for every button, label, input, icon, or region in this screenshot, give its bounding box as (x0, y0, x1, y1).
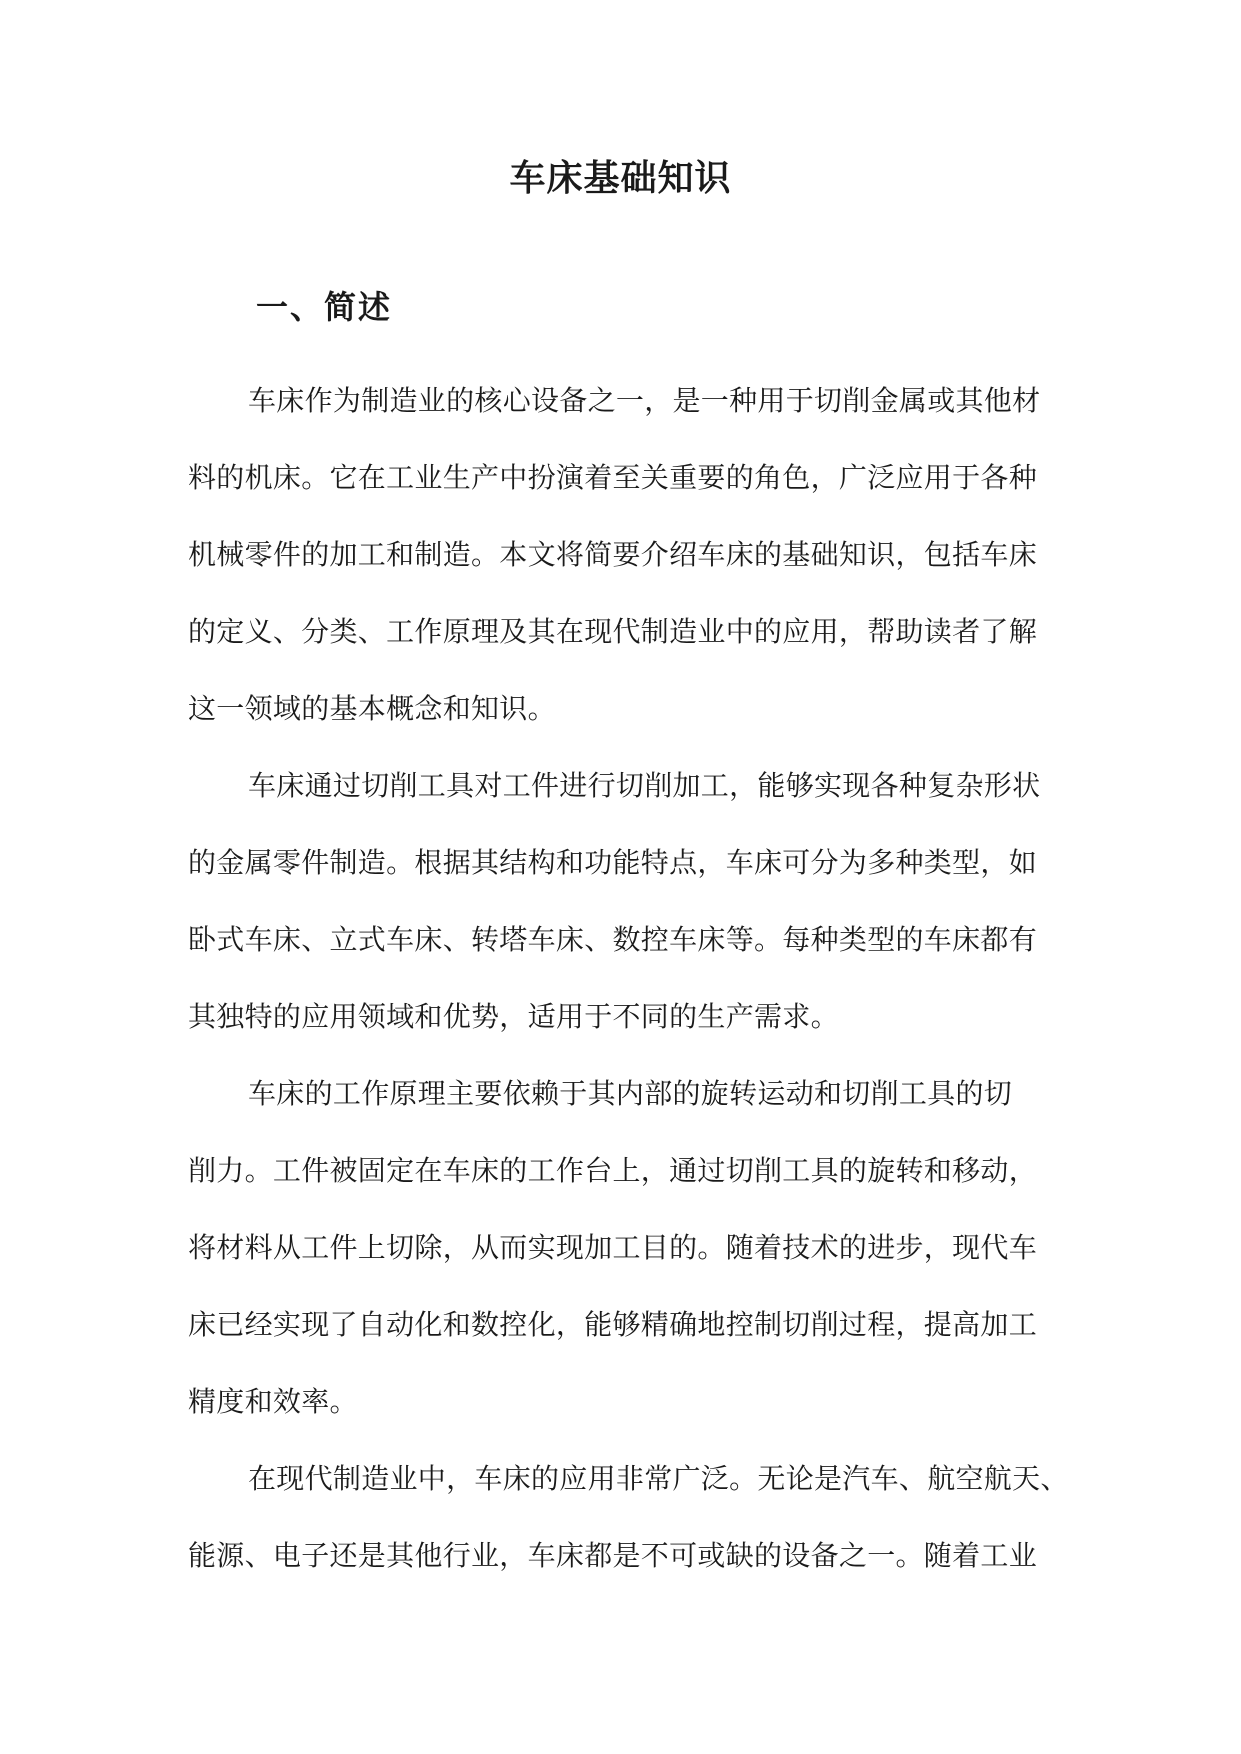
text-line: 能源、电子还是其他行业，车床都是不可或缺的设备之一。随着工业 (188, 1539, 1038, 1572)
text-line: 卧式车床、立式车床、转塔车床、数控车床等。每种类型的车床都有 (188, 923, 1038, 956)
text-line: 机械零件的加工和制造。本文将简要介绍车床的基础知识，包括车床 (188, 538, 1038, 571)
text-line: 床已经实现了自动化和数控化，能够精确地控制切削过程，提高加工 (188, 1308, 1038, 1341)
paragraph-1 (188, 362, 1054, 747)
text-line: 的定义、分类、工作原理及其在现代制造业中的应用，帮助读者了解 (188, 615, 1038, 648)
text-line: 车床通过切削工具对工件进行切削加工，能够实现各种复杂形状 (248, 769, 1041, 802)
section-heading: 一、简述 (256, 288, 393, 326)
document-title: 车床基础知识 (509, 157, 732, 199)
paragraph-2 (188, 747, 1054, 1055)
text-line: 削力。工件被固定在车床的工作台上，通过切削工具的旋转和移动， (188, 1154, 1038, 1187)
text-line: 在现代制造业中，车床的应用非常广泛。无论是汽车、航空航天、 (248, 1462, 1069, 1495)
text-line: 车床的工作原理主要依赖于其内部的旋转运动和切削工具的切 (248, 1077, 1013, 1110)
text-line: 料的机床。它在工业生产中扮演着至关重要的角色，广泛应用于各种 (188, 461, 1038, 494)
text-line: 的金属零件制造。根据其结构和功能特点，车床可分为多种类型，如 (188, 846, 1038, 879)
text-line: 车床作为制造业的核心设备之一，是一种用于切削金属或其他材 (248, 384, 1041, 417)
paragraph-4 (188, 1440, 1069, 1594)
paragraph-3 (188, 1055, 1054, 1440)
text-line: 这一领域的基本概念和知识。 (188, 692, 556, 725)
document-body (188, 362, 1069, 1594)
text-line: 精度和效率。 (188, 1385, 358, 1418)
text-line: 将材料从工件上切除，从而实现加工目的。随着技术的进步，现代车 (188, 1231, 1038, 1264)
text-line: 其独特的应用领域和优势，适用于不同的生产需求。 (188, 1000, 839, 1033)
